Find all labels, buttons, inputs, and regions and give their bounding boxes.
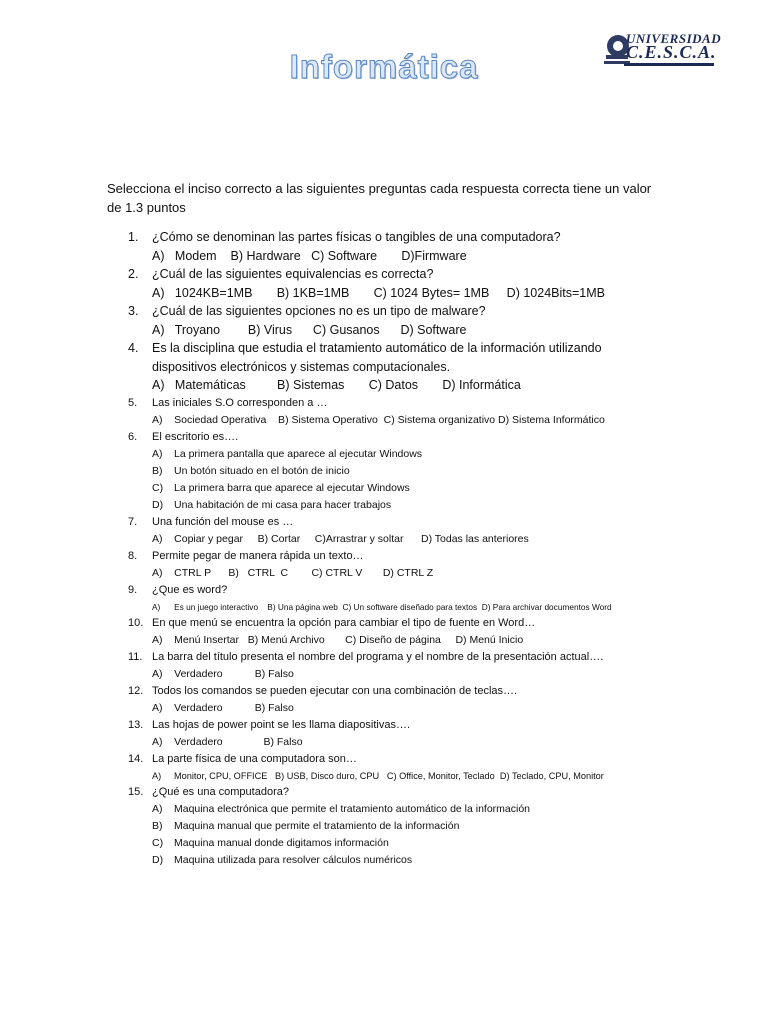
question-number: 13. <box>128 718 144 731</box>
answer-option: D) Maquina utilizada para resolver cálculos numéricos <box>152 853 413 866</box>
document-title: Informática <box>289 48 479 85</box>
answer-options: A) Matemáticas B) Sistemas C) Datos D) Informática <box>152 378 521 392</box>
question-number: 1. <box>128 230 139 244</box>
question-text: La barra del título presenta el nombre del programa y el nombre de la presentación actual…. <box>152 650 604 663</box>
question-text: Una función del mouse es … <box>152 515 294 528</box>
answer-options: A) Modem B) Hardware C) Software D)Firmware <box>152 248 467 263</box>
answer-options: A) Verdadero B) Falso <box>152 735 303 748</box>
answer-option: D) Una habitación de mi casa para hacer trabajos <box>152 498 392 511</box>
answer-option: B) Un botón situado en el botón de inicio <box>152 464 350 477</box>
question-item <box>107 582 707 615</box>
question-item <box>107 265 707 302</box>
question-text: Las hojas de power point se les llama diapositivas…. <box>152 718 411 731</box>
question-number: 3. <box>128 304 139 318</box>
answer-options: A) Verdadero B) Falso <box>152 667 294 680</box>
answer-options: A) Es un juego interactivo B) Una página web C) Un software diseñado para textos D) Para archivar documentos Word <box>152 601 612 612</box>
question-text: ¿Qué es una computadora? <box>152 785 289 798</box>
question-text: ¿Cómo se denominan las partes físicas o tangibles de una computadora? <box>152 230 561 244</box>
question-text: Es la disciplina que estudia el tratamiento automático de la información utilizando <box>152 341 602 355</box>
answer-options: A) Sociedad Operativa B) Sistema Operativo C) Sistema organizativo D) Sistema Informático <box>152 413 605 426</box>
question-number: 6. <box>128 430 138 443</box>
answer-options: A) Verdadero B) Falso <box>152 701 294 714</box>
question-item <box>107 395 707 429</box>
question-number: 11. <box>128 650 143 663</box>
question-text: ¿Cuál de las siguientes equivalencias es correcta? <box>152 267 434 281</box>
question-text: En que menú se encuentra la opción para cambiar el tipo de fuente en Word… <box>152 616 536 629</box>
answer-option: B) Maquina manual que permite el tratamiento de la información <box>152 819 460 832</box>
question-text: Todos los comandos se pueden ejecutar con una combinación de teclas…. <box>152 684 518 697</box>
question-number: 4. <box>128 341 139 355</box>
answer-options: A) Troyano B) Virus C) Gusanos D) Software <box>152 322 467 337</box>
question-text: Las iniciales S.O corresponden a … <box>152 396 328 409</box>
answer-option: C) La primera barra que aparece al ejecutar Windows <box>152 481 410 494</box>
question-item <box>107 339 707 395</box>
question-list <box>107 228 707 869</box>
instructions: Selecciona el inciso correcto a las siguientes preguntas cada respuesta correcta tiene un valor de 1.3 puntos <box>107 181 652 215</box>
question-item <box>107 615 707 649</box>
answer-options: A) Monitor, CPU, OFFICE B) USB, Disco duro, CPU C) Office, Monitor, Teclado D) Teclado, CPU, Monitor <box>152 770 604 781</box>
question-item <box>107 302 707 339</box>
question-item <box>107 717 707 751</box>
question-number: 7. <box>128 515 138 528</box>
answer-option: A) La primera pantalla que aparece al ejecutar Windows <box>152 447 423 460</box>
university-logo <box>604 28 722 70</box>
question-item <box>107 228 707 265</box>
question-number: 9. <box>128 583 138 596</box>
question-number: 5. <box>128 396 138 409</box>
question-text: La parte física de una computadora son… <box>152 752 357 765</box>
question-number: 12. <box>128 684 144 697</box>
answer-options: A) Copiar y pegar B) Cortar C)Arrastrar y soltar D) Todas las anteriores <box>152 532 529 545</box>
question-text: Permite pegar de manera rápida un texto… <box>152 549 364 562</box>
question-item <box>107 683 707 717</box>
question-number: 2. <box>128 267 139 281</box>
question-number: 14. <box>128 752 144 765</box>
question-item <box>107 751 707 784</box>
question-text: El escritorio es…. <box>152 430 239 443</box>
question-number: 8. <box>128 549 138 562</box>
question-text: ¿Que es word? <box>152 583 228 596</box>
logo-underline <box>624 63 714 66</box>
question-number: 15. <box>128 785 144 798</box>
question-item <box>107 429 707 514</box>
question-item <box>107 548 707 582</box>
question-item <box>107 649 707 683</box>
question-item <box>107 514 707 548</box>
answer-option: C) Maquina manual donde digitamos información <box>152 836 389 849</box>
question-text-continued: dispositivos electrónicos y sistemas computacionales. <box>152 359 451 374</box>
question-number: 10. <box>128 616 144 629</box>
answer-options: A) CTRL P B) CTRL C C) CTRL V D) CTRL Z <box>152 566 434 579</box>
question-text: ¿Cuál de las siguientes opciones no es un tipo de malware? <box>152 304 486 318</box>
logo-text-top: UNIVERSIDAD <box>626 31 722 46</box>
question-item <box>107 784 707 869</box>
answer-options: A) 1024KB=1MB B) 1KB=1MB C) 1024 Bytes= 1MB D) 1024Bits=1MB <box>152 285 605 300</box>
answer-options: A) Menú Insertar B) Menú Archivo C) Diseño de página D) Menú Inicio <box>152 633 524 646</box>
logo-text-main: C.E.S.C.A. <box>626 42 717 62</box>
answer-option: A) Maquina electrónica que permite el tratamiento automático de la información <box>152 802 531 815</box>
